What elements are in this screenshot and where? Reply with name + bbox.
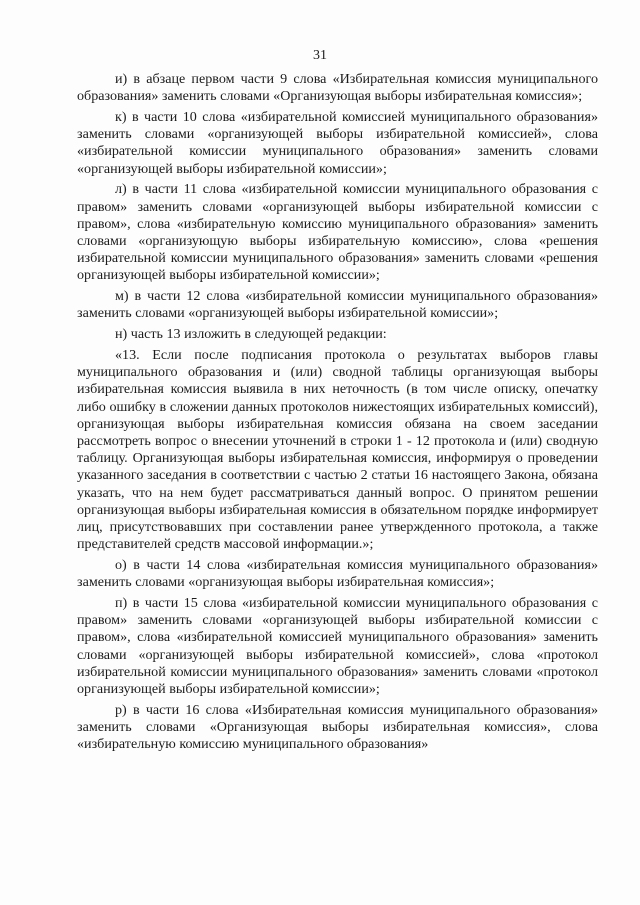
paragraph-n: н) часть 13 изложить в следующей редакции: [115,326,387,343]
paragraph-k: к) в части 10 слова «избирательной комиссией муниципального образования» заменить словами «организующей выборы избирательной комиссией», слова «избирательной комиссии муниципального образования» заменить словами «организующей выборы избирательной комиссии»; [77,109,598,177]
paragraph-l: л) в части 11 слова «избирательной комиссии муниципального образования с правом» заменить словами «организующей выборы избирательной комиссии с правом», слова «избирательную комиссию муниципального образования» заменить словами «организующую выборы избирательную комиссию», слова «решения избирательной комиссии муниципального образования» заменить словами «решения организующей выборы избирательной комиссии»; [77,181,598,284]
paragraph-r: р) в части 16 слова «Избирательная комиссия муниципального образования» заменить словами «Организующая выборы избирательная комиссия», слова «избирательную комиссию муниципального образования» [77,701,598,753]
paragraph-i: и) в абзаце первом части 9 слова «Избирательная комиссия муниципального образования» заменить словами «Организующая выборы избирательная комиссия»; [77,71,598,105]
document-body [77,71,598,757]
paragraph-m: м) в части 12 слова «избирательной комиссии муниципального образования» заменить словами «организующей выборы избирательной комиссии»; [77,288,598,322]
paragraph-o: о) в части 14 слова «избирательная комиссия муниципального образования» заменить словами «организующая выборы избирательная комиссия»; [77,557,598,591]
page-number: 31 [313,48,327,63]
paragraph-part-13-text: «13. Если после подписания протокола о результатах выборов главы муниципального образования и (или) сводной таблицы организующая выборы избирательная комиссия выявила в них неточность (в том числе описку, опечатку либо ошибку в сложении данных протоколов нижестоящих избирательных комиссий), организующая выборы избирательная комиссия обязана на своем заседании рассмотреть вопрос о внесении уточнений в строки 1 - 12 протокола и (или) сводную таблицу. Организующая выборы избирательная комиссия, информируя о проведении указанного заседания в соответствии с частью 2 статьи 16 настоящего Закона, обязана указать, что на нем будет рассматриваться данный вопрос. О принятом решении организующая выборы избирательная комиссия в обязательном порядке информирует лиц, присутствовавших при составлении ранее утвержденного протокола, а также представителей средств массовой информации.»; [77,347,598,553]
paragraph-p: п) в части 15 слова «избирательной комиссии муниципального образования с правом» заменить словами «организующей выборы избирательной комиссии с правом», слова «избирательной комиссией муниципального образования» заменить словами «организующей выборы избирательной комиссией», слова «протокол избирательной комиссии муниципального образования» заменить словами «протокол организующей выборы избирательной комиссии»; [77,595,598,698]
